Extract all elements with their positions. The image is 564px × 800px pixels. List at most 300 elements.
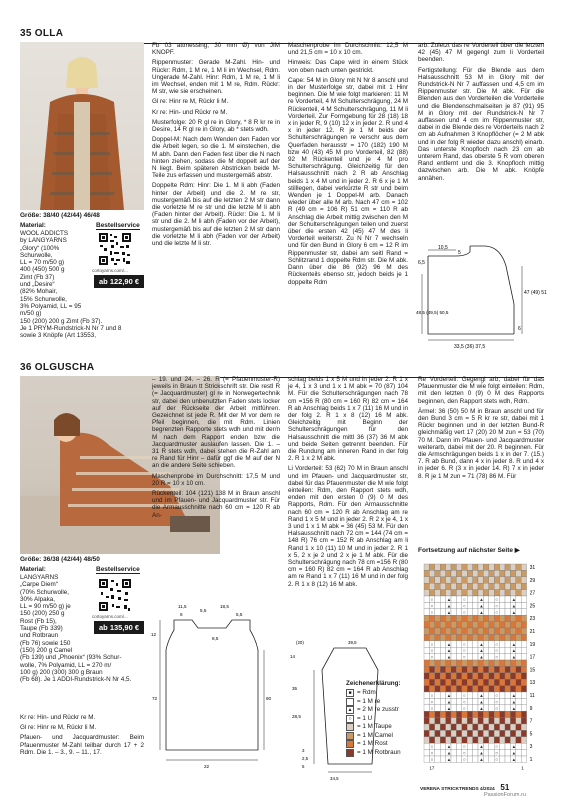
section-header-olguscha (20, 362, 544, 376)
chart-cell (483, 666, 488, 672)
chart-cell (494, 590, 499, 596)
chart-symbol: ○ (463, 750, 466, 756)
chart-cell (424, 634, 429, 640)
chart-cell (440, 622, 445, 628)
legend-label: = 2 M re zusstr (357, 706, 399, 713)
chart-cell (446, 570, 451, 576)
chart-cell (467, 686, 472, 692)
chart-cell (467, 602, 472, 608)
chart-cell (521, 673, 526, 679)
chart-cell (473, 673, 478, 679)
legend (346, 680, 416, 757)
chart-cell (510, 634, 515, 640)
chart-symbol: ▲ (479, 654, 484, 660)
qr-code-olguscha[interactable] (98, 578, 132, 612)
material-line: LL = 70 m/50 g) (20, 259, 65, 267)
chart-cell (505, 711, 510, 717)
material-label: Material: (20, 566, 46, 573)
chart-cell (440, 654, 445, 660)
chart-cell (435, 570, 440, 576)
chart-cell (489, 698, 494, 704)
chart-symbol: ▲ (446, 699, 452, 705)
legend-label: = 1 U (357, 714, 373, 722)
chart-cell (467, 654, 472, 660)
paragraph: Re Vorderteil: Gegengl arb, dabei für das Pfauenmuster die M wie folgt einteilen: Rdm, mit den letzten 0 (9) 0 M des Rapports beginnen, den Rapport stets wdh, Rdm. (418, 376, 544, 405)
chart-symbol: ○ (495, 597, 499, 602)
chart-cell (473, 718, 478, 724)
chart-cell (424, 737, 429, 743)
chart-cell (429, 673, 434, 679)
chart-cell (440, 609, 445, 615)
chart-cell (451, 609, 456, 615)
chart-cell (489, 615, 494, 621)
chart-cell (467, 622, 472, 628)
chart-cell (440, 698, 445, 704)
bestellservice-label: Bestellservice (96, 222, 140, 229)
paragraph: Li Vorderteil: 53 (62) 70 M in Braun anschl und im Pfauen- und Jacquardmuster str, dabei für das Pfauenmuster die M wie folgt einteilen: Rdm, den Rapport stets wdh, enden mit den ersten 0 (9) 0 M des Rapports, Rdm. Für den Armausschnitte nach 60 cm = 120 R ab Anschlag am re Rand 1 x 5 M und in jeder 2. R 2 x je 4, 1 x 3 und 1 x 1 M abk = 36 (45) 53 M. Für den Halsausschnitt nach 72 cm = 144 (74 cm = 148 R) 76 cm = 152 R ab Anschlag am li Rand 1 x 10 (11) 10 M und in jeder 2. R 1 x 5, 2 x je 2 und 2 x je 1 M abk. Für die Schulterschrägung nach 78 cm =156 R (80 cm = 160 R) 82 cm = 164 R ab Anschlag am re Rand 1 x 7 (11) 16 M und in der folg 2. R 1 x 8 (12) 16 M abk. (288, 465, 408, 588)
paragraph: schlag beids 1 x 5 M und in jeder 2. R 1 x je 4, 1 x 3 und 1 x 1 M abk = 70 (87) 104 M. Für die Schulterschrägungen nach 78 cm =156 R (80 cm = 160 R) 82 cm = 164 R ab Anschlag beids 1 x 7 (11) 16 M und in der folg 2. R 1 x 8 (12) 16 M abk. Gleichzeitig mit Beginn der Schulterschrägungen für den Halsausschnitt die mittl 36 (37) 36 M abk und beide Seiten getrennt beenden. Für die Rundung am inneren Rand in der folg 2. R 1 x 2 M abk. (288, 376, 408, 463)
chart-cell (516, 698, 521, 704)
chart-cell (494, 724, 499, 730)
chart-cell (440, 634, 445, 640)
chart-cell (456, 730, 461, 736)
chart-cell (494, 615, 499, 621)
chart-cell (516, 564, 521, 570)
chart-cell (424, 628, 429, 634)
chart-cell (424, 570, 429, 576)
chart-cell (489, 564, 494, 570)
chart-row-label: 23 (529, 616, 536, 623)
material-line: und Rotbraun (20, 632, 59, 640)
chart-cell (440, 641, 445, 647)
chart-cell (429, 718, 434, 724)
material-line: LANGYARNS (20, 574, 59, 581)
chart-cell (429, 622, 434, 628)
chart-cell (478, 570, 483, 576)
chart-cell (473, 756, 478, 762)
chart-cell (467, 577, 472, 583)
chart-cell (446, 615, 451, 621)
chart-cell (451, 577, 456, 583)
chart-cell (446, 666, 451, 672)
chart-cell (424, 686, 429, 692)
chart-symbol: ○ (495, 744, 499, 750)
chart-cell (500, 705, 505, 711)
chart-cell (478, 577, 483, 583)
chart-cell (516, 756, 521, 762)
chart-cell (467, 666, 472, 672)
chart-cell (505, 590, 510, 596)
chart-col-label: 17 (429, 765, 435, 771)
chart-cell (510, 590, 515, 596)
chart-cell (489, 590, 494, 596)
chart-cell (435, 596, 440, 602)
material-line: 150 (200) 250 g (20, 610, 65, 618)
chart-symbol: ○ (430, 609, 434, 615)
chart-row-label: 31 (529, 565, 536, 571)
chart-cell (516, 641, 521, 647)
chart-cell (446, 686, 451, 692)
chart-symbol: ▲ (479, 705, 484, 711)
chart-cell (440, 602, 445, 608)
chart-cell (440, 756, 445, 762)
chart-cell (424, 673, 429, 679)
paragraph: Pfauen- und Jacquardmuster: Beim Pfauenmuster M-Zahl teilbar durch 17 + 2 Rdm. Die 1. – 3., 9. – 11., 17. (20, 734, 144, 756)
chart-cell (429, 724, 434, 730)
chart-cell (462, 737, 467, 743)
material-line: sowie 3 Knöpfe (Art 13553, (20, 332, 96, 340)
chart-cell (473, 647, 478, 653)
chart-cell (456, 679, 461, 685)
chart-symbol: ○ (463, 603, 466, 609)
schematic-label: 12 (151, 632, 157, 637)
chart-cell (446, 737, 451, 743)
instructions-col4-olguscha (418, 376, 544, 542)
chart-cell (467, 641, 472, 647)
chart-cell (521, 590, 526, 596)
chart-cell (473, 602, 478, 608)
chart-row-label: 17 (529, 654, 536, 661)
chart-cell (456, 628, 461, 634)
schematic-label: 72 (152, 696, 158, 701)
qr-url-olla[interactable]: cortoyarns.com/... (92, 268, 128, 273)
chart-cell (478, 711, 483, 717)
chart-cell (478, 724, 483, 730)
chart-cell (462, 660, 467, 666)
chart-cell (500, 724, 505, 730)
chart-cell (516, 705, 521, 711)
chart-cell (483, 698, 488, 704)
chart-cell (440, 590, 445, 596)
material-line: und „Desire“ (20, 281, 55, 289)
legend-label: = 1 M re (357, 697, 381, 705)
chart-symbol: ○ (463, 693, 466, 698)
schematic-label: 5 (458, 250, 461, 256)
chart-cell (456, 615, 461, 621)
schematic-body-olguscha (152, 600, 288, 780)
chart-cell (510, 711, 515, 717)
chart-symbol: ○ (495, 750, 499, 756)
chart-cell (429, 583, 434, 589)
material-line: Zimt (Fb 37) (20, 273, 55, 281)
chart-cell (516, 724, 521, 730)
chart-cell (505, 718, 510, 724)
chart-cell (510, 686, 515, 692)
chart-cell (473, 628, 478, 634)
chart-cell (467, 724, 472, 730)
legend-swatch: ■ (346, 689, 354, 697)
chart-cell (505, 564, 510, 570)
price-badge-olla[interactable]: ab 122,90 € (94, 275, 144, 288)
chart-cell (510, 673, 515, 679)
chart-cell (473, 577, 478, 583)
chart-symbol: ○ (495, 654, 499, 660)
bestellservice-label: Bestellservice (96, 566, 140, 573)
material-line: 100 g) 200 (300) 300 g Braun (20, 668, 103, 676)
chart-symbol: ▲ (511, 648, 517, 654)
chart-row-label: 19 (529, 641, 536, 648)
chart-cell (424, 724, 429, 730)
chart-cell (494, 686, 499, 692)
chart-cell (429, 737, 434, 743)
chart-cell (440, 750, 445, 756)
chart-symbol: ○ (430, 750, 434, 756)
chart-cell (483, 711, 488, 717)
chart-cell (505, 750, 510, 756)
legend-label: = 1 M Rost (357, 740, 388, 747)
chart-cell (521, 654, 526, 660)
chart-cell (500, 654, 505, 660)
chart-cell (473, 743, 478, 749)
chart-symbol: ○ (430, 648, 434, 654)
chart-cell (521, 577, 526, 583)
chart-cell (483, 724, 488, 730)
material-line: (70% Schurwolle, (20, 588, 69, 596)
chart-cell (510, 577, 515, 583)
chart-cell (456, 718, 461, 724)
material-line: Je 1 PRYM-Rundstrick-N Nr 7 und 8 (20, 324, 122, 332)
chart-cell (429, 564, 434, 570)
chart-symbol: ▲ (446, 705, 452, 711)
chart-cell (510, 583, 515, 589)
chart-cell (440, 570, 445, 576)
chart-cell (424, 692, 429, 698)
chart-cell (494, 737, 499, 743)
chart-cell (478, 634, 483, 640)
chart-cell (424, 711, 429, 717)
chart-cell (456, 660, 461, 666)
legend-swatch: ▲ (347, 707, 353, 714)
chart-cell (429, 730, 434, 736)
material-line: „Carpe Diem“ (20, 581, 58, 589)
chart-cell (451, 692, 456, 698)
watermark: PassionForum.ru (484, 792, 526, 798)
chart-cell (435, 686, 440, 692)
qr-url-olguscha[interactable]: cortoyarns.com/... (92, 614, 128, 619)
chart-cell (440, 730, 445, 736)
chart-cell (467, 634, 472, 640)
chart-cell (467, 737, 472, 743)
chart-cell (521, 622, 526, 628)
chart-cell (451, 737, 456, 743)
chart-cell (505, 679, 510, 685)
chart-cell (494, 577, 499, 583)
chart-cell (483, 577, 488, 583)
chart-row-label: 5 (529, 731, 533, 738)
chart-cell (489, 660, 494, 666)
chart-cell (505, 666, 510, 672)
chart-cell (516, 602, 521, 608)
chart-cell (473, 660, 478, 666)
chart-cell (435, 622, 440, 628)
chart-cell (483, 705, 488, 711)
chart-row-label: 11 (529, 693, 535, 699)
chart-cell (516, 666, 521, 672)
olla-photo-illustration (20, 42, 144, 210)
chart-cell (446, 622, 451, 628)
schematic-label: 5,5 (200, 608, 207, 613)
chart-cell (435, 718, 440, 724)
chart-cell (440, 679, 445, 685)
chart-cell (478, 628, 483, 634)
chart-cell (500, 666, 505, 672)
chart-cell (516, 583, 521, 589)
schematic-label: 11,5 (178, 604, 187, 609)
section-header-olla (20, 28, 544, 42)
chart-cell (505, 628, 510, 634)
chart-cell (429, 628, 434, 634)
chart-cell (500, 692, 505, 698)
chart-cell (429, 590, 434, 596)
chart-cell (521, 724, 526, 730)
chart-cell (440, 711, 445, 717)
chart-cell (467, 750, 472, 756)
chart-cell (521, 666, 526, 672)
schematic-label: 10,5 (438, 245, 448, 251)
chart-symbol: ▲ (446, 641, 452, 647)
footer (420, 783, 509, 792)
chart-cell (483, 570, 488, 576)
chart-cell (500, 564, 505, 570)
chart-cell (446, 564, 451, 570)
paragraph: Hinweis: Das Cape wird in einem Stück von oben nach unten gestrickt. (288, 59, 408, 74)
chart-cell (429, 666, 434, 672)
chart-cell (462, 634, 467, 640)
chart-symbol: ○ (495, 757, 499, 762)
chart-symbol: ○ (495, 705, 499, 711)
chart-symbol: ▲ (479, 603, 484, 609)
chart-symbol: ○ (430, 654, 434, 660)
chart-cell (451, 564, 456, 570)
chart-cell (500, 711, 505, 717)
chart-cell (473, 583, 478, 589)
chart-cell (521, 705, 526, 711)
chart-cell (483, 622, 488, 628)
chart-cell (440, 577, 445, 583)
chart-cell (456, 654, 461, 660)
chart-cell (446, 583, 451, 589)
chart-cell (456, 743, 461, 749)
chart-symbol: ○ (495, 609, 499, 615)
chart-cell (489, 602, 494, 608)
qr-code-olla[interactable] (98, 232, 132, 266)
qr-code-icon (98, 578, 132, 612)
chart-cell (462, 622, 467, 628)
chart-symbol: ▲ (446, 757, 452, 762)
chart-cell (451, 673, 456, 679)
chart-cell (510, 615, 515, 621)
chart-cell (424, 756, 429, 762)
chart-cell (483, 673, 488, 679)
material-line: WOOL ADDICTS (20, 230, 69, 237)
material-line: 3% Polyamid, LL = 95 m/50 g) (20, 302, 82, 318)
chart-cell (516, 743, 521, 749)
chart-row-label: 15 (529, 667, 536, 674)
chart-cell (456, 686, 461, 692)
chart-cell (510, 660, 515, 666)
chart-cell (440, 564, 445, 570)
chart-cell (521, 634, 526, 640)
paragraph: Maschenprobe im Durchschnitt: 12,5 M und 21,5 cm = 10 x 10 cm. (288, 42, 408, 57)
chart-cell (489, 622, 494, 628)
chart-cell (451, 724, 456, 730)
chart-cell (521, 602, 526, 608)
schematic-label: 3 (302, 748, 305, 753)
chart-cell (494, 666, 499, 672)
chart-cell (521, 596, 526, 602)
material-line: Schurwolle, (20, 251, 53, 259)
chart-symbol: ○ (463, 609, 466, 615)
chart-cell (451, 634, 456, 640)
chart-cell (478, 615, 483, 621)
chart-cell (505, 647, 510, 653)
chart-cell (424, 679, 429, 685)
chart-cell (489, 756, 494, 762)
chart-cell (521, 660, 526, 666)
chart-cell (516, 615, 521, 621)
chart-symbol: ▲ (511, 693, 517, 698)
chart-cell (435, 711, 440, 717)
chart-cell (489, 692, 494, 698)
chart-symbol: ○ (463, 744, 466, 750)
chart-cell (473, 622, 478, 628)
chart-cell (478, 679, 483, 685)
chart-symbol: ○ (495, 699, 499, 705)
section-title: 36 OLGUSCHA (20, 362, 95, 373)
chart-cell (424, 641, 429, 647)
page-number: 51 (500, 783, 510, 792)
chart-cell (473, 711, 478, 717)
chart-cell (451, 647, 456, 653)
chart-cell (494, 634, 499, 640)
chart-cell (516, 577, 521, 583)
legend-item (346, 689, 416, 698)
chart-cell (521, 647, 526, 653)
chart-cell (521, 615, 526, 621)
material-line: 150 (200) 200 g Zimt (Fb 37). (20, 317, 103, 325)
paragraph: Gl re: Hinr re M, Rückr li M. (152, 98, 229, 106)
chart-cell (500, 737, 505, 743)
chart-cell (500, 577, 505, 583)
chart-cell (478, 718, 483, 724)
instructions-col2-olla (152, 42, 280, 358)
chart-cell (456, 602, 461, 608)
chart-cell (516, 622, 521, 628)
chart-cell (489, 654, 494, 660)
price-badge-olguscha[interactable]: ab 135,90 € (94, 621, 144, 634)
chart-cell (435, 730, 440, 736)
chart-cell (473, 590, 478, 596)
continuation-note[interactable]: Fortsetzung auf nächster Seite ▶ (418, 547, 520, 554)
chart-cell (473, 692, 478, 698)
legend-label: = 1 M Rotbraun (357, 748, 401, 756)
chart-cell (435, 692, 440, 698)
chart-cell (456, 596, 461, 602)
chart-cell (494, 622, 499, 628)
chart-cell (462, 577, 467, 583)
chart-cell (473, 724, 478, 730)
chart-cell (435, 634, 440, 640)
chart-cell (483, 654, 488, 660)
legend-item (346, 715, 416, 724)
schematic-cape-olla (416, 244, 547, 356)
legend-item (346, 706, 416, 715)
chart-cell (505, 724, 510, 730)
legend-item (346, 698, 416, 707)
chart-cell (505, 570, 510, 576)
legend-label: = Rdm (357, 689, 376, 696)
chart-cell (500, 634, 505, 640)
